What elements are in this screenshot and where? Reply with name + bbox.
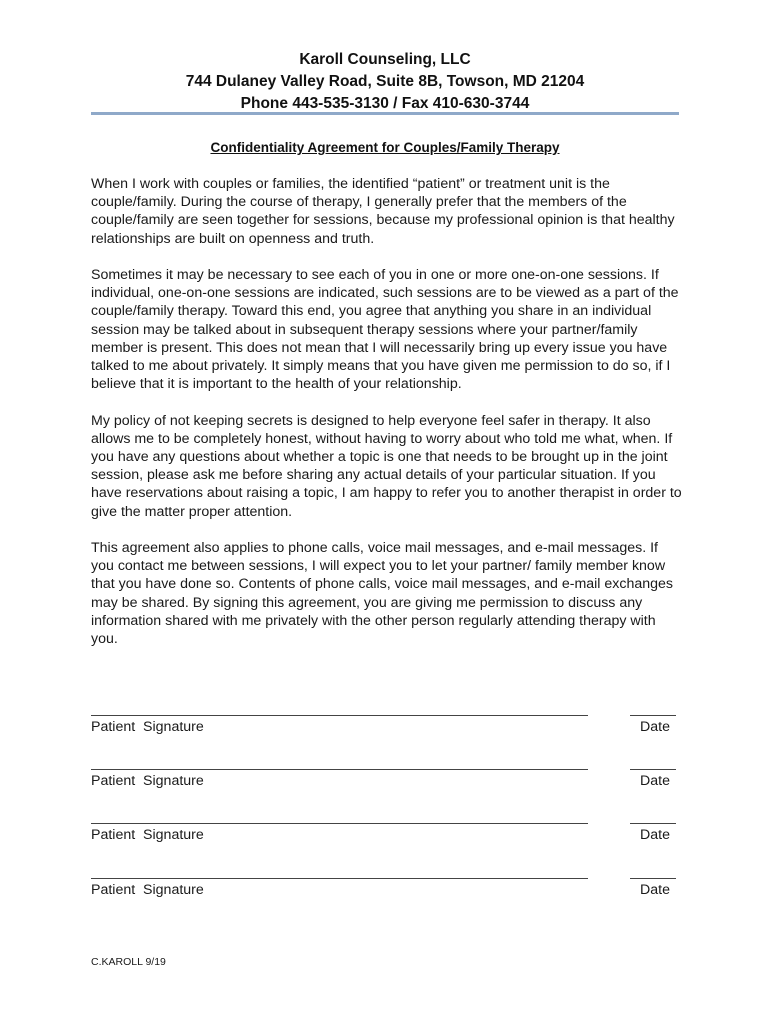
letterhead-divider [91, 112, 679, 115]
agreement-body [91, 175, 683, 666]
date-label: Date [640, 719, 670, 735]
paragraph-intro: When I work with couples or families, the identified “patient” or treatment unit is the couple/family. During the course of therapy, I generally prefer that the members of the couple/family are seen together for sessions, because my professional opinion is that healthy relationships are built on openness and truth. [91, 176, 675, 247]
date-line[interactable] [630, 823, 676, 824]
signature-row [91, 823, 676, 853]
signature-line[interactable] [91, 878, 588, 879]
practice-contact: Phone 443-535-3130 / Fax 410-630-3744 [240, 95, 530, 112]
signature-row [91, 878, 676, 908]
signature-label: Patient Signature [91, 882, 204, 898]
paragraph-individual-sessions: Sometimes it may be necessary to see each of you in one or more one-on-one sessions. If individual, one-on-one sessions are indicated, such sessions are to be viewed as a part of the couple/family therapy. Toward this end, you agree that anything you share in an individual session may be talked about in subsequent therapy sessions where your partner/family member is present. This does not mean that I will necessarily bring up every issue you have talked to me about privately. It simply means that you have given me permission to do so, if I believe that it is important to the health of your relationship. [91, 267, 679, 393]
date-line[interactable] [630, 878, 676, 879]
signature-line[interactable] [91, 715, 588, 716]
date-line[interactable] [630, 715, 676, 716]
signature-row [91, 769, 676, 799]
signature-label: Patient Signature [91, 719, 204, 735]
signature-label: Patient Signature [91, 827, 204, 843]
signature-line[interactable] [91, 769, 588, 770]
date-label: Date [640, 773, 670, 789]
signature-row [91, 715, 676, 745]
paragraph-no-secrets-policy: My policy of not keeping secrets is designed to help everyone feel safer in therapy. It also allows me to be completely honest, without having to worry about who told me what, when. If you have any questions about whether a topic is one that needs to be brought up in the joint session, please ask me before sharing any actual details of your particular situation. If you have reservations about raising a topic, I am happy to refer you to another therapist in order to give the matter proper attention. [91, 412, 682, 520]
letterhead [91, 49, 679, 115]
practice-name: Karoll Counseling, LLC [299, 51, 471, 68]
document-title: Confidentiality Agreement for Couples/Family Therapy [210, 140, 560, 155]
signature-line[interactable] [91, 823, 588, 824]
signature-label: Patient Signature [91, 773, 204, 789]
date-line[interactable] [630, 769, 676, 770]
date-label: Date [640, 827, 670, 843]
date-label: Date [640, 882, 670, 898]
footer-revision-code: C.KAROLL 9/19 [91, 956, 166, 968]
practice-address: 744 Dulaney Valley Road, Suite 8B, Towson, MD 21204 [185, 73, 585, 90]
paragraph-communications: This agreement also applies to phone calls, voice mail messages, and e-mail messages. If you contact me between sessions, I will expect you to let your partner/ family member know that you have done so. Contents of phone calls, voice mail messages, and e-mail exchanges may be shared. By signing this agreement, you are giving me permission to discuss any information shared with me privately with the other person regularly attending therapy with you. [91, 540, 674, 648]
